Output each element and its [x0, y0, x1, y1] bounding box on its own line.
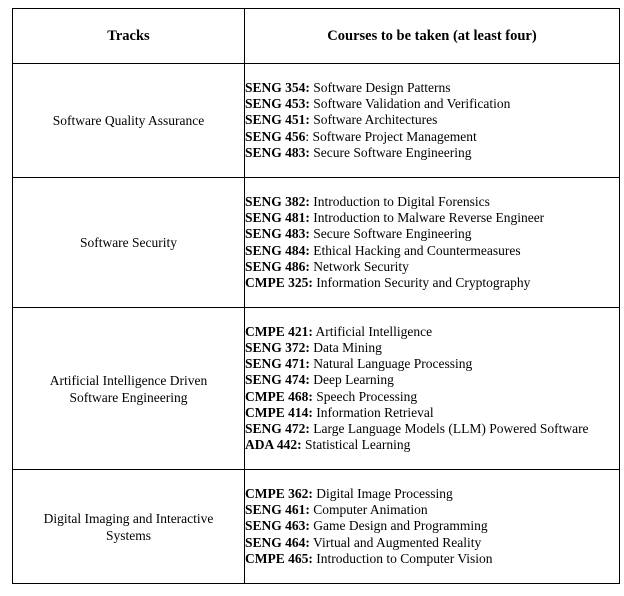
course-item [245, 372, 619, 388]
course-title: Virtual and Augmented Reality [309, 534, 482, 550]
course-item [245, 275, 619, 291]
course-item [245, 259, 619, 275]
course-title: Software Design Patterns [309, 79, 451, 95]
course-title: Artificial Intelligence [312, 323, 433, 339]
course-title: Deep Learning [309, 372, 394, 388]
course-item [245, 145, 619, 161]
course-item [245, 324, 619, 340]
course-item [245, 112, 619, 128]
course-code: SENG 382: [245, 193, 310, 209]
course-item [245, 486, 619, 502]
course-item [245, 243, 619, 259]
header-tracks: Tracks [13, 9, 245, 64]
course-title: Introduction to Computer Vision [312, 550, 493, 566]
track-name [13, 470, 245, 584]
course-title: Software Validation and Verification [309, 96, 511, 112]
course-code: CMPE 468: [245, 388, 313, 404]
table-row [13, 178, 620, 308]
course-title: Computer Animation [309, 502, 428, 518]
course-code: SENG 453: [245, 96, 310, 112]
course-code: CMPE 362: [245, 485, 313, 501]
course-item [245, 129, 619, 145]
course-title: Secure Software Engineering [309, 144, 472, 160]
track-name: Software Security [13, 178, 245, 308]
course-item [245, 405, 619, 421]
course-item [245, 421, 619, 437]
course-item [245, 96, 619, 112]
course-title: Large Language Models (LLM) Powered Software [309, 420, 589, 436]
course-item [245, 437, 619, 453]
course-list [245, 470, 620, 584]
course-code: SENG 354: [245, 79, 310, 95]
course-item [245, 535, 619, 551]
course-title: Introduction to Digital Forensics [309, 193, 490, 209]
table-row [13, 64, 620, 178]
course-code: CMPE 465: [245, 550, 313, 566]
course-list [245, 64, 620, 178]
course-title: Software Architectures [309, 112, 438, 128]
track-name-line: Software Engineering [69, 389, 188, 405]
course-code: SENG 464: [245, 534, 310, 550]
course-title: Information Security and Cryptography [312, 274, 531, 290]
course-code: SENG 481: [245, 210, 310, 226]
course-title: Information Retrieval [312, 404, 434, 420]
course-title: Game Design and Programming [309, 518, 488, 534]
table-row [13, 470, 620, 584]
course-code: CMPE 414: [245, 404, 313, 420]
course-item [245, 340, 619, 356]
track-name-line: Systems [105, 527, 151, 543]
course-code: SENG 484: [245, 242, 310, 258]
track-name-line: Digital Imaging and Interactive [43, 510, 214, 526]
course-title: Natural Language Processing [309, 356, 473, 372]
header-row [13, 9, 620, 64]
course-list [245, 308, 620, 470]
course-item [245, 518, 619, 534]
course-item [245, 502, 619, 518]
course-code: SENG 472: [245, 420, 310, 436]
course-title: Ethical Hacking and Countermeasures [309, 242, 521, 258]
table-row [13, 308, 620, 470]
course-code: SENG 483: [245, 144, 310, 160]
course-code: SENG 471: [245, 356, 310, 372]
course-title: Network Security [309, 258, 409, 274]
course-title: Statistical Learning [301, 437, 411, 453]
course-item [245, 194, 619, 210]
course-item [245, 389, 619, 405]
header-courses: Courses to be taken (at least four) [245, 9, 620, 64]
tracks-table [12, 8, 620, 584]
course-title: : Software Project Management [305, 128, 477, 144]
course-title: Digital Image Processing [312, 485, 453, 501]
course-item [245, 80, 619, 96]
course-code: ADA 442: [245, 437, 302, 453]
course-title: Data Mining [309, 339, 382, 355]
course-code: CMPE 325: [245, 274, 313, 290]
course-list [245, 178, 620, 308]
course-code: SENG 451: [245, 112, 310, 128]
course-item [245, 551, 619, 567]
course-title: Secure Software Engineering [309, 226, 472, 242]
track-name: Software Quality Assurance [13, 64, 245, 178]
track-name-line: Artificial Intelligence Driven [49, 372, 208, 388]
course-code: SENG 456 [245, 128, 306, 144]
course-title: Speech Processing [312, 388, 418, 404]
course-title: Introduction to Malware Reverse Engineer [309, 210, 545, 226]
course-code: SENG 483: [245, 226, 310, 242]
course-code: SENG 372: [245, 339, 310, 355]
course-item [245, 356, 619, 372]
course-code: SENG 486: [245, 258, 310, 274]
course-code: SENG 461: [245, 502, 310, 518]
track-name [13, 308, 245, 470]
course-code: SENG 463: [245, 518, 310, 534]
course-code: CMPE 421: [245, 323, 313, 339]
course-item [245, 210, 619, 226]
course-item [245, 226, 619, 242]
course-code: SENG 474: [245, 372, 310, 388]
